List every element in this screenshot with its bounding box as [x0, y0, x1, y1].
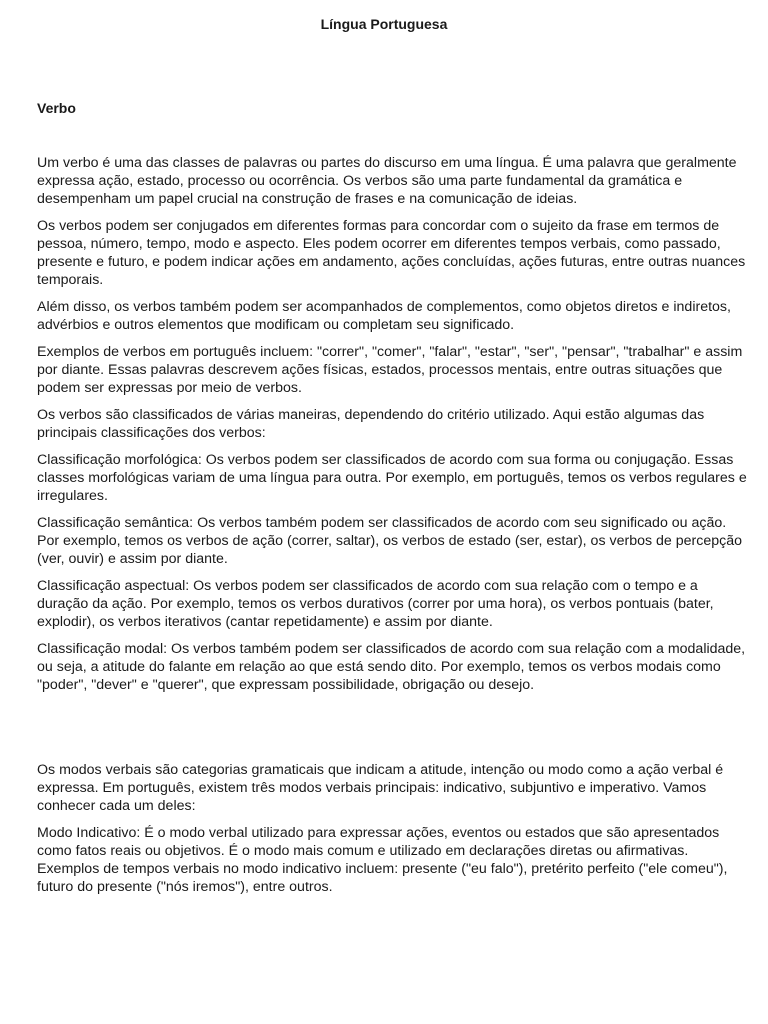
section-heading: Verbo [37, 100, 76, 116]
body-text-part1 [37, 154, 749, 703]
document-title: Língua Portuguesa [320, 16, 448, 32]
paragraph: Modo Indicativo: É o modo verbal utilizado para expressar ações, eventos ou estados que são apresentados como fatos reais ou objetivos. É o modo mais comum e utilizado em declarações diretas ou afirmativas. Exemplos de tempos verbais no modo indicativo incluem: presente ("eu falo"), pretérito perfeito ("ele comeu"), futuro do presente ("nós iremos"), entre outros. [37, 825, 728, 895]
paragraph: Exemplos de verbos em português incluem: "correr", "comer", "falar", "estar", "ser", "pensar", "trabalhar" e assim por diante. Essas palavras descrevem ações físicas, estados, processos mentais, entre outras situações que podem ser expressas por meio de verbos. [37, 344, 743, 396]
paragraph: Os verbos podem ser conjugados em diferentes formas para concordar com o sujeito da frase em termos de pessoa, número, tempo, modo e aspecto. Eles podem ocorrer em diferentes tempos verbais, como passado, presente e futuro, e podem indicar ações em andamento, ações concluídas, ações futuras, entre outras nuances temporais. [37, 218, 746, 288]
paragraph: Os verbos são classificados de várias maneiras, dependendo do critério utilizado. Aqui estão algumas das principais classificações dos verbos: [37, 407, 705, 441]
paragraph: Classificação semântica: Os verbos também podem ser classificados de acordo com seu significado ou ação. Por exemplo, temos os verbos de ação (correr, saltar), os verbos de estado (ser, estar), os verbos de percepção (ver, ouvir) e assim por diante. [37, 515, 742, 567]
paragraph: Classificação modal: Os verbos também podem ser classificados de acordo com sua relação com a modalidade, ou seja, a atitude do falante em relação ao que está sendo dito. Por exemplo, temos os verbos modais como "poder", "dever" e "querer", que expressam possibilidade, obrigação ou desejo. [37, 641, 746, 693]
paragraph: Classificação aspectual: Os verbos podem ser classificados de acordo com sua relação com o tempo e a duração da ação. Por exemplo, temos os verbos durativos (correr por uma hora), os verbos pontuais (bater, explodir), os verbos iterativos (cantar repetidamente) e assim por diante. [37, 578, 714, 630]
paragraph: Os modos verbais são categorias gramaticais que indicam a atitude, intenção ou modo como a ação verbal é expressa. Em português, existem três modos verbais principais: indicativo, subjuntivo e imperativo. Vamos conhecer cada um deles: [37, 762, 724, 814]
paragraph: Além disso, os verbos também podem ser acompanhados de complementos, como objetos diretos e indiretos, advérbios e outros elementos que modificam ou completam seu significado. [37, 299, 731, 333]
paragraph: Um verbo é uma das classes de palavras ou partes do discurso em uma língua. É uma palavra que geralmente expressa ação, estado, processo ou ocorrência. Os verbos são uma parte fundamental da gramática e desempenham um papel crucial na construção de frases e na comunicação de ideias. [37, 155, 737, 207]
paragraph: Classificação morfológica: Os verbos podem ser classificados de acordo com sua forma ou conjugação. Essas classes morfológicas variam de uma língua para outra. Por exemplo, em português, temos os verbos regulares e irregulares. [37, 452, 747, 504]
body-text-part2 [37, 761, 749, 905]
